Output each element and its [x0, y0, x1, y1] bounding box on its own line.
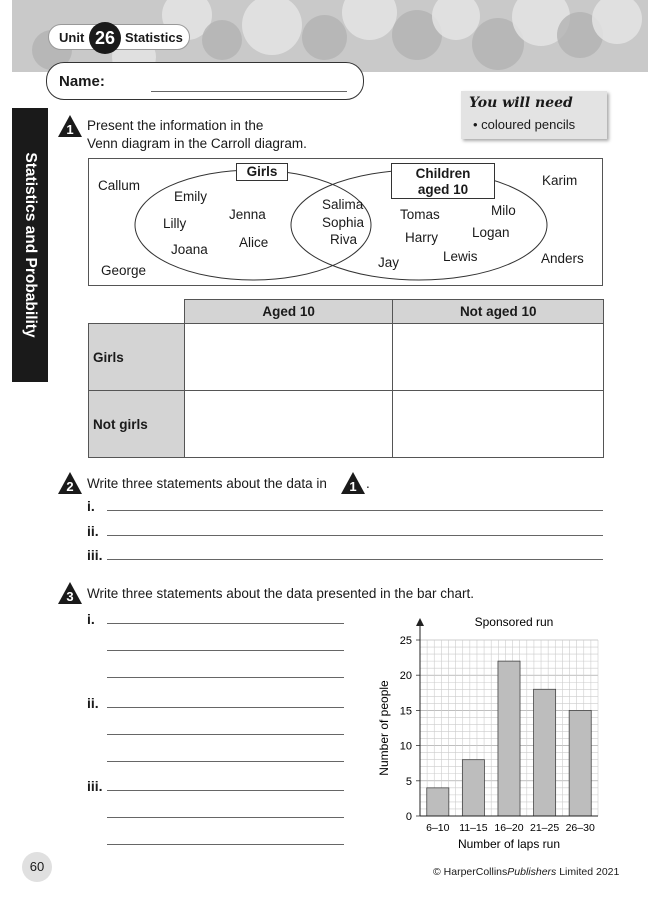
svg-text:3: 3	[66, 589, 74, 604]
carroll-cell-girls-aged10[interactable]	[184, 324, 393, 391]
venn-name: Alice	[239, 235, 269, 250]
q2-numeral: i.	[87, 498, 95, 514]
chart-bar	[534, 689, 556, 816]
q2-answer-line[interactable]	[107, 559, 603, 560]
venn-set-aged10-label: Children aged 10	[391, 163, 495, 199]
svg-text:2: 2	[66, 479, 74, 494]
chart-x-tick-label: 26–30	[565, 822, 595, 834]
carroll-cell-notgirls-not-aged10[interactable]	[393, 391, 604, 458]
venn-name: Lewis	[443, 249, 478, 264]
unit-word: Unit	[59, 30, 85, 45]
chart-y-tick-label: 0	[405, 811, 412, 823]
q3-answer-line[interactable]	[107, 623, 344, 624]
q2-numeral: ii.	[87, 523, 99, 539]
venn-name: Joana	[171, 242, 208, 257]
q3-numeral: i.	[87, 611, 95, 627]
venn-name: Riva	[330, 232, 358, 247]
unit-badge	[48, 24, 190, 50]
name-field[interactable]	[46, 62, 364, 100]
sponsored-run-bar-chart	[370, 608, 610, 856]
q3-numeral: iii.	[87, 778, 103, 794]
chart-bar	[462, 760, 484, 816]
svg-text:1: 1	[66, 122, 74, 137]
q3-answer-line[interactable]	[107, 677, 344, 678]
question-1-marker-icon	[58, 115, 82, 137]
chart-y-tick-label: 25	[399, 635, 412, 647]
venn-name: Karim	[542, 173, 578, 188]
copyright-notice: © HarperCollinsPublishers Limited 2021	[433, 866, 620, 878]
question-1-text: Present the information in the Venn diagram in the Carroll diagram.	[87, 118, 307, 151]
carroll-diagram	[88, 299, 604, 458]
chart-x-tick-label: 11–15	[459, 822, 488, 834]
venn-name: Jay	[378, 255, 400, 270]
question-2-text: Write three statements about the data in	[87, 476, 327, 491]
chart-x-axis-label: Number of laps run	[457, 837, 561, 851]
chart-y-tick-label: 10	[399, 740, 412, 753]
question-1-reference-icon	[341, 472, 365, 494]
name-write-line[interactable]	[151, 91, 347, 92]
chart-x-tick-label: 6–10	[426, 822, 450, 834]
you-will-need-box	[461, 91, 607, 139]
venn-name: Harry	[405, 230, 438, 245]
carroll-cell-notgirls-aged10[interactable]	[184, 391, 393, 458]
chart-y-tick-label: 20	[399, 670, 412, 683]
you-will-need-item: • coloured pencils	[473, 117, 576, 132]
venn-name: Anders	[541, 251, 584, 266]
venn-name: Milo	[491, 203, 516, 218]
chart-bar	[498, 661, 520, 816]
chart-bar	[427, 788, 449, 816]
question-2-marker-icon	[58, 472, 82, 494]
carroll-corner	[89, 300, 185, 324]
question-3-text: Write three statements about the data presented in the bar chart.	[87, 586, 474, 601]
q3-answer-line[interactable]	[107, 844, 344, 845]
chart-y-tick-label: 5	[405, 775, 412, 788]
svg-text:1: 1	[349, 479, 357, 494]
carroll-row-header: Not girls	[89, 391, 185, 458]
q3-numeral: ii.	[87, 695, 99, 711]
venn-name: Logan	[472, 225, 510, 240]
q2-answer-line[interactable]	[107, 535, 603, 536]
venn-name: Tomas	[400, 207, 440, 222]
side-tab	[12, 108, 48, 382]
venn-name: George	[101, 263, 147, 278]
question-3-marker-icon	[58, 582, 82, 604]
q3-answer-line[interactable]	[107, 761, 344, 762]
carroll-col-header: Aged 10	[184, 300, 393, 324]
venn-name: Salima	[322, 197, 364, 212]
carroll-row-header: Girls	[89, 324, 185, 391]
question-2-period: .	[366, 476, 370, 491]
carroll-col-header: Not aged 10	[393, 300, 604, 324]
unit-title: Statistics	[125, 30, 183, 45]
q3-answer-line[interactable]	[107, 790, 344, 791]
page-number: 60	[22, 852, 52, 882]
venn-name: Lilly	[163, 216, 187, 231]
chart-x-tick-label: 21–25	[529, 822, 560, 834]
chart-y-axis-arrow-icon	[416, 618, 424, 626]
unit-number: 26	[89, 22, 121, 54]
q3-answer-line[interactable]	[107, 817, 344, 818]
chart-y-axis-label: Number of people	[377, 680, 391, 776]
side-tab-text: Statistics and Probability	[22, 152, 39, 338]
venn-name: Sophia	[322, 215, 365, 230]
venn-diagram	[88, 158, 603, 286]
q2-numeral: iii.	[87, 547, 103, 563]
name-label: Name:	[59, 73, 105, 90]
venn-name: Jenna	[229, 207, 266, 222]
q2-answer-line[interactable]	[107, 510, 603, 511]
chart-title: Sponsored run	[474, 615, 554, 629]
chart-y-tick-label: 15	[399, 705, 412, 718]
venn-set-girls-label: Girls	[236, 163, 288, 181]
chart-bar	[569, 710, 591, 816]
you-will-need-heading: You will need	[469, 95, 573, 111]
carroll-cell-girls-not-aged10[interactable]	[393, 324, 604, 391]
q3-answer-line[interactable]	[107, 650, 344, 651]
q3-answer-line[interactable]	[107, 734, 344, 735]
q3-answer-line[interactable]	[107, 707, 344, 708]
venn-name: Callum	[98, 178, 141, 193]
chart-x-tick-label: 16–20	[494, 822, 524, 834]
venn-name: Emily	[174, 189, 207, 204]
